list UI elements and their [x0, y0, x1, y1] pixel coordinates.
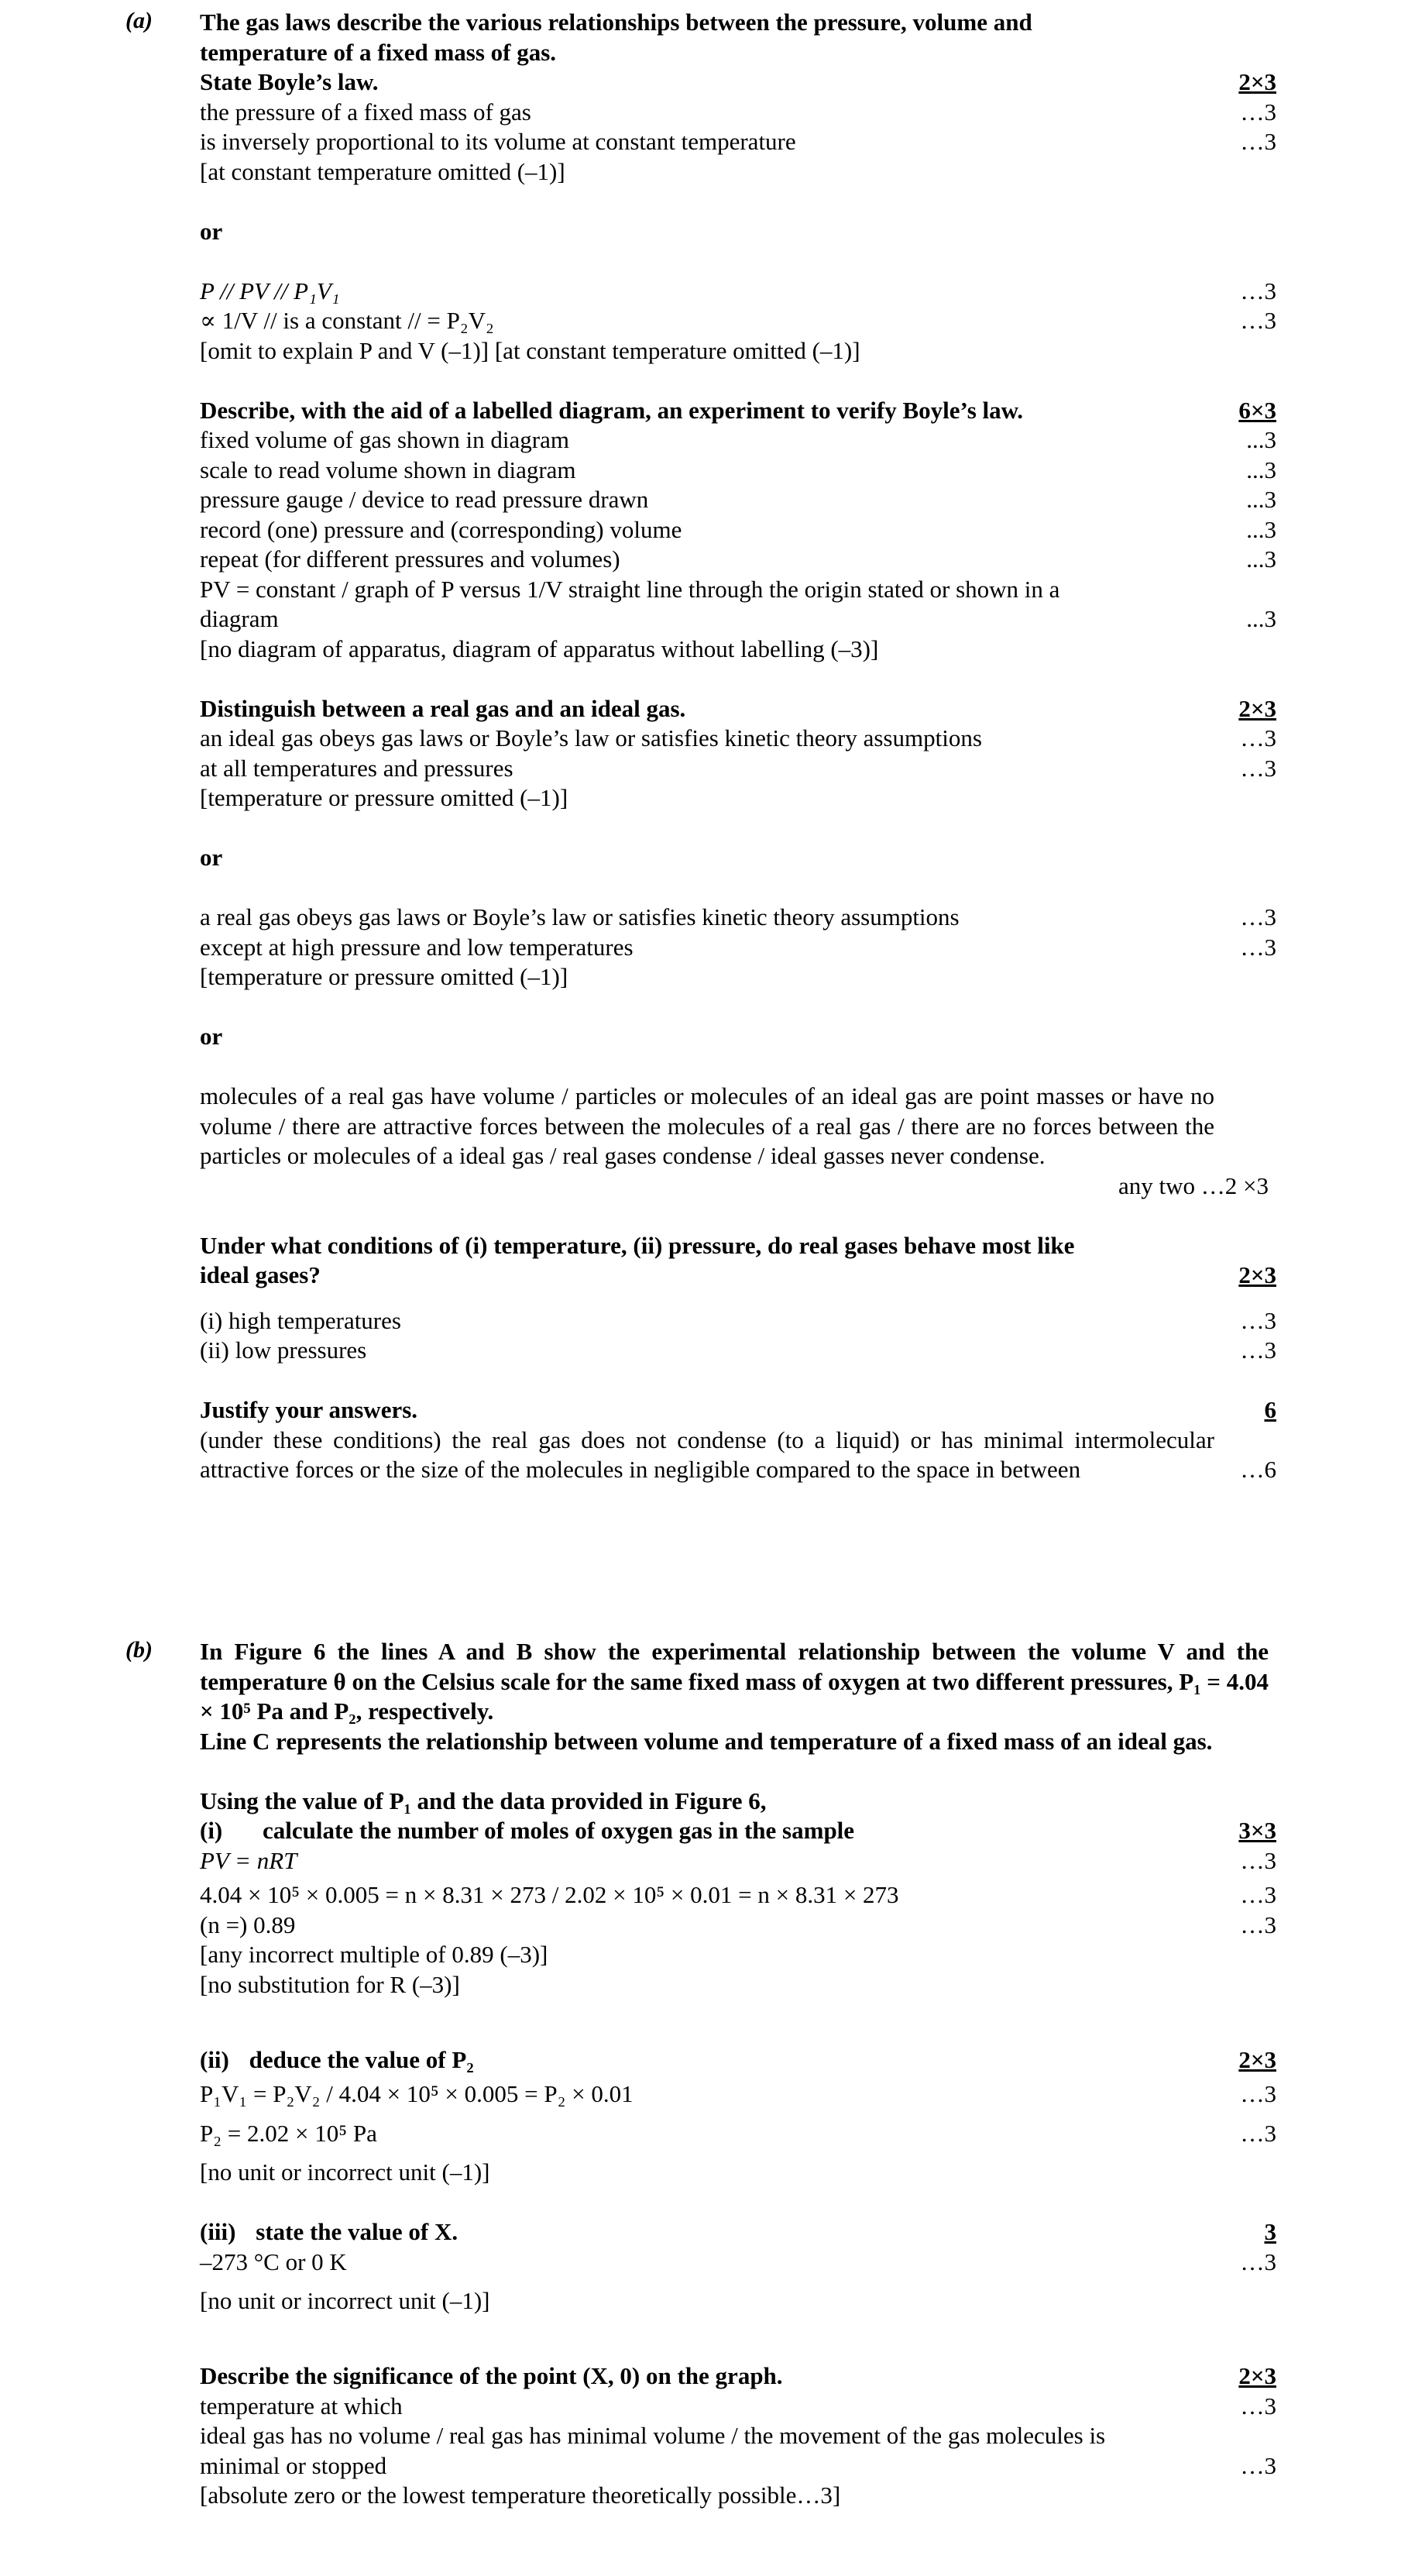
b-iii-marks: 3: [1264, 2218, 1276, 2245]
part-b-intro: In Figure 6 the lines A and B show the experimental relationship between the volume V and the temperature θ on the Celsius scale for the same fixed mass of oxygen at two different pressures, P₁ = 4.04 × 10⁵ Pa and P₂, respectively.: [200, 1638, 1269, 1725]
experiment-pv-mark: ...3: [1246, 605, 1276, 632]
b-i-marks: 3×3: [1238, 1817, 1276, 1844]
real-ideal-ans1-note: [temperature or pressure omitted (–1)]: [200, 784, 568, 811]
conditions-item-mark: …3: [1240, 1306, 1276, 1334]
boyle-answer1-line1: [200, 98, 1276, 128]
boyle-question-text: State Boyle’s law.: [200, 68, 379, 95]
experiment-item: [200, 545, 1276, 575]
experiment-item: [200, 515, 1276, 545]
b-iii-question: [200, 2217, 1276, 2248]
experiment-pv-line2: [200, 604, 1276, 635]
b-ii-label: (ii): [200, 2045, 229, 2073]
boyle-answer2-line1-text: P // PV // P₁V₁: [200, 277, 340, 304]
significance-line3: [200, 2451, 1276, 2481]
b-i-note2: [no substitution for R (–3)]: [200, 1970, 460, 1998]
b-ii-note: [no unit or incorrect unit (–1)]: [200, 2158, 490, 2186]
real-ideal-ans1-mark: …3: [1240, 754, 1276, 782]
b-i-line2-text: 4.04 × 10⁵ × 0.005 = n × 8.31 × 273 / 2.02 × 10⁵ × 0.01 = n × 8.31 × 273: [200, 1881, 899, 1908]
real-ideal-ans1-text: an ideal gas obeys gas laws or Boyle’s law or satisfies kinetic theory assumptions: [200, 724, 982, 751]
experiment-item-mark: ...3: [1246, 545, 1276, 573]
boyle-answer2-line2-text: ∝ 1/V // is a constant // = P₂V₂: [200, 307, 494, 334]
real-ideal-marks: 2×3: [1238, 694, 1276, 722]
boyle-answer2-line1: [200, 277, 1276, 307]
significance-line1-text: temperature at which: [200, 2392, 403, 2420]
real-ideal-question: [200, 694, 1276, 724]
justify-answer: [200, 1426, 1276, 1485]
boyle-a1-mark: …3: [1240, 98, 1276, 126]
conditions-item-text: (ii) low pressures: [200, 1336, 367, 1364]
significance-question: [200, 2361, 1276, 2392]
justify-question-text: Justify your answers.: [200, 1396, 418, 1423]
boyle-a2-text: is inversely proportional to its volume at constant temperature: [200, 128, 796, 155]
part-a-label: (a): [125, 8, 153, 33]
part-b-intro2: Line C represents the relationship between volume and temperature of a fixed mass of an ideal gas.: [200, 1727, 1213, 1755]
real-ideal-ans1-line: [200, 724, 1276, 754]
real-ideal-ans2-mark: …3: [1240, 933, 1276, 961]
b-i-line2-mark: …3: [1240, 1881, 1276, 1908]
real-ideal-question-text: Distinguish between a real gas and an ideal gas.: [200, 694, 686, 722]
b-i-line3: [200, 1911, 1276, 1941]
b-ii-line2-text: P₂ = 2.02 × 10⁵ Pa: [200, 2119, 377, 2147]
experiment-question-text: Describe, with the aid of a labelled diagram, an experiment to verify Boyle’s law.: [200, 396, 1024, 424]
real-ideal-ans1-line: [200, 754, 1276, 784]
significance-marks: 2×3: [1238, 2362, 1276, 2389]
significance-line2: ideal gas has no volume / real gas has minimal volume / the movement of the gas molecules is: [200, 2422, 1106, 2449]
boyle-a2-mark: …3: [1240, 128, 1276, 155]
real-ideal-any-two: any two …2 ×3: [1118, 1171, 1269, 1199]
b-iii-note: [no unit or incorrect unit (–1)]: [200, 2287, 490, 2314]
experiment-item: [200, 425, 1276, 456]
b-iii-label: (iii): [200, 2218, 236, 2245]
b-i-label: (i): [200, 1817, 223, 1844]
experiment-item-mark: ...3: [1246, 456, 1276, 483]
real-ideal-ans2-text: except at high pressure and low temperatures: [200, 933, 634, 961]
conditions-question-line2-text: ideal gases?: [200, 1261, 321, 1288]
experiment-item-mark: ...3: [1246, 426, 1276, 453]
part-a-intro-line2: temperature of a fixed mass of gas.: [200, 38, 557, 66]
significance-line3-mark: …3: [1240, 2451, 1276, 2479]
significance-line1-mark: …3: [1240, 2392, 1276, 2420]
b-i-line2: [200, 1880, 1276, 1911]
justify-question: [200, 1395, 1276, 1426]
boyle-answer2-note: [omit to explain P and V (–1)] [at constant temperature omitted (–1)]: [200, 336, 860, 364]
b-ii-line1-mark: …3: [1240, 2080, 1276, 2107]
boyle-question: [200, 67, 1276, 98]
b-i-question-text: calculate the number of moles of oxygen gas in the sample: [263, 1817, 855, 1844]
significance-line1: [200, 2392, 1276, 2422]
part-b-content: [200, 1637, 1276, 2511]
part-b-label: (b): [125, 1637, 153, 1663]
b-i-line1-text: PV = nRT: [200, 1846, 297, 1874]
real-ideal-ans1-mark: …3: [1240, 724, 1276, 751]
boyle-marks: 2×3: [1238, 68, 1276, 95]
b-ii-line1: [200, 2079, 1276, 2110]
b-i-line3-text: (n =) 0.89: [200, 1911, 296, 1938]
experiment-item-text: pressure gauge / device to read pressure drawn: [200, 486, 649, 513]
part-a-content: [200, 8, 1276, 1485]
boyle-answer2-line2-mark: …3: [1240, 307, 1276, 334]
experiment-item-text: scale to read volume shown in diagram: [200, 456, 576, 483]
experiment-item: [200, 456, 1276, 486]
experiment-item-mark: ...3: [1246, 486, 1276, 513]
experiment-marks: 6×3: [1238, 396, 1276, 424]
experiment-item: [200, 485, 1276, 515]
significance-line3-text: minimal or stopped: [200, 2451, 387, 2479]
b-i-line1: [200, 1846, 1276, 1876]
experiment-item-text: repeat (for different pressures and volumes): [200, 545, 620, 573]
b-iii-line1-mark: …3: [1240, 2248, 1276, 2275]
conditions-item-mark: …3: [1240, 1336, 1276, 1364]
experiment-item-text: record (one) pressure and (corresponding) volume: [200, 515, 682, 543]
part-a-intro-line1: The gas laws describe the various relationships between the pressure, volume and: [200, 9, 1032, 36]
experiment-item-text: fixed volume of gas shown in diagram: [200, 426, 569, 453]
b-ii-line2: [200, 2119, 1276, 2149]
b-ii-line2-mark: …3: [1240, 2119, 1276, 2147]
b-iii-question-text: state the value of X.: [256, 2218, 458, 2245]
real-ideal-ans2-text: a real gas obeys gas laws or Boyle’s law or satisfies kinetic theory assumptions: [200, 903, 960, 930]
conditions-item-text: (i) high temperatures: [200, 1306, 401, 1334]
boyle-answer1-line2: [200, 127, 1276, 157]
significance-note: [absolute zero or the lowest temperature theoretically possible…3]: [200, 2481, 841, 2509]
b-ii-marks: 2×3: [1238, 2045, 1276, 2073]
b-i-note1: [any incorrect multiple of 0.89 (–3)]: [200, 1941, 548, 1968]
real-ideal-ans3: molecules of a real gas have volume / particles or molecules of an ideal gas are point masses or have no volume / there are attractive forces between the molecules of a real gas / there are no forces between the particles or molecules of a ideal gas / real gases condense / ideal gasses never condense.: [200, 1082, 1214, 1169]
boyle-a1-text: the pressure of a fixed mass of gas: [200, 98, 531, 126]
significance-question-text: Describe the significance of the point (X, 0) on the graph.: [200, 2362, 783, 2389]
real-ideal-ans2-line: [200, 933, 1276, 963]
real-ideal-ans2-line: [200, 903, 1276, 933]
boyle-answer2-line1-mark: …3: [1240, 277, 1276, 304]
b-ii-line1-text: P₁V₁ = P₂V₂ / 4.04 × 10⁵ × 0.005 = P₂ × 0.01: [200, 2080, 634, 2107]
b-iii-line1: [200, 2248, 1276, 2278]
b-iii-line1-text: –273 °C or 0 K: [200, 2248, 347, 2275]
justify-mark: …6: [1240, 1456, 1276, 1483]
b-ii-question-text: deduce the value of P₂: [249, 2045, 474, 2073]
real-ideal-ans2-note: [temperature or pressure omitted (–1)]: [200, 963, 568, 990]
experiment-question: [200, 396, 1276, 426]
b-i-question: [200, 1816, 1276, 1846]
real-ideal-ans2-mark: …3: [1240, 903, 1276, 930]
experiment-pv-line1: PV = constant / graph of P versus 1/V straight line through the origin stated or shown in a: [200, 575, 1060, 603]
boyle-answer2-line2: [200, 306, 1276, 336]
conditions-question-line1: Under what conditions of (i) temperature, (ii) pressure, do real gases behave most like: [200, 1231, 1075, 1259]
conditions-item: [200, 1336, 1276, 1366]
justify-marks: 6: [1264, 1396, 1276, 1423]
real-ideal-ans1-text: at all temperatures and pressures: [200, 754, 513, 782]
boyle-or: or: [200, 217, 223, 245]
conditions-question-line2: [200, 1260, 1276, 1291]
b-i-line3-mark: …3: [1240, 1911, 1276, 1938]
conditions-marks: 2×3: [1238, 1261, 1276, 1288]
part-b-using: Using the value of P₁ and the data provided in Figure 6,: [200, 1787, 767, 1814]
experiment-pv-line2-text: diagram: [200, 605, 279, 632]
b-i-line1-mark: …3: [1240, 1846, 1276, 1874]
experiment-item-mark: ...3: [1246, 515, 1276, 543]
real-ideal-or2: or: [200, 1023, 223, 1050]
boyle-answer1-note: [at constant temperature omitted (–1)]: [200, 157, 565, 185]
conditions-item: [200, 1306, 1276, 1336]
experiment-note: [no diagram of apparatus, diagram of apparatus without labelling (–3)]: [200, 635, 879, 662]
real-ideal-or1: or: [200, 844, 223, 871]
b-ii-question: [200, 2045, 1276, 2076]
justify-answer-text: (under these conditions) the real gas does not condense (to a liquid) or has minimal intermolecular attractive forces or the size of the molecules in negligible compared to the space in between: [200, 1426, 1214, 1483]
